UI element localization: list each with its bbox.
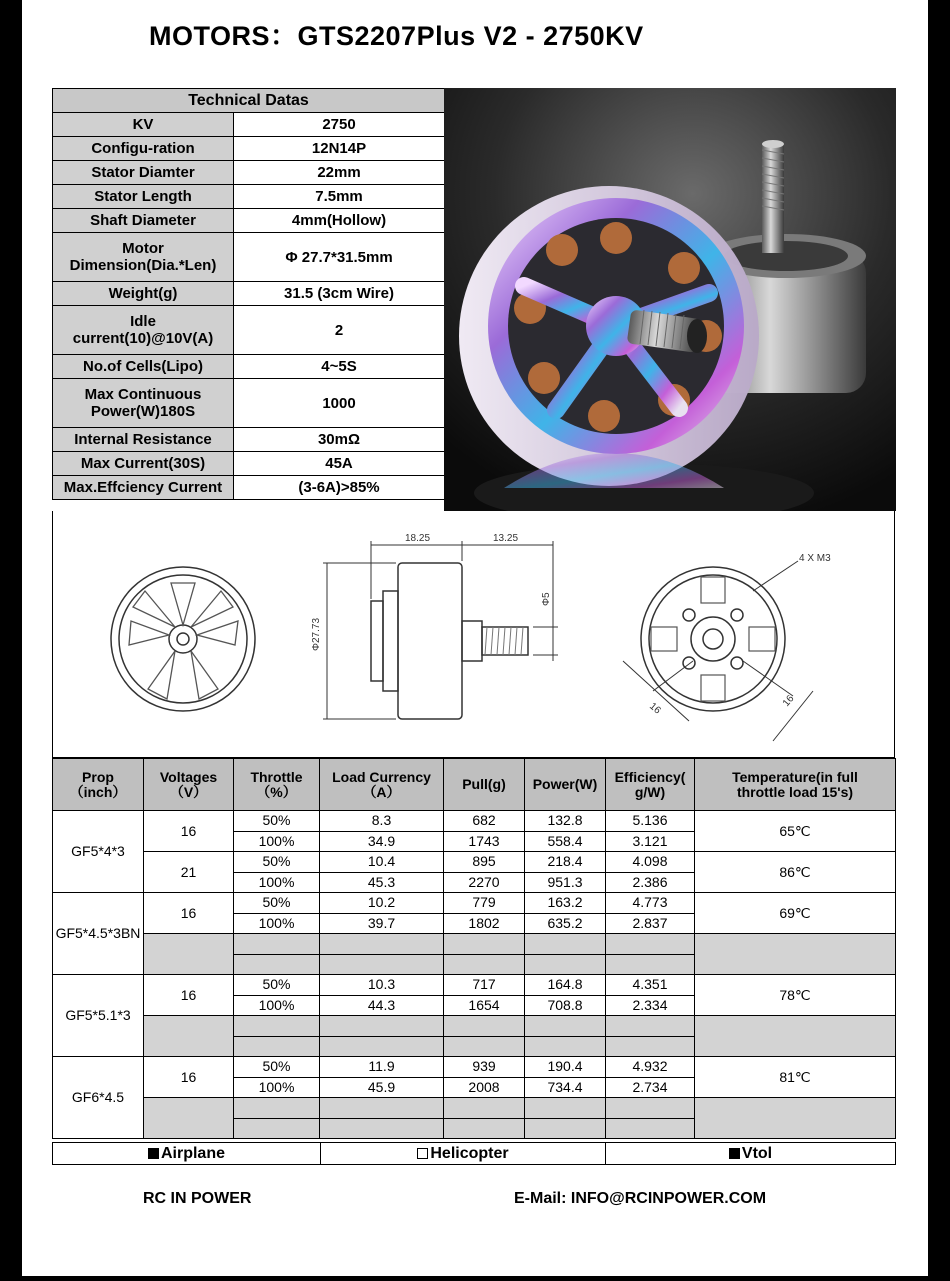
dim-holes: 4 X M3 (799, 553, 831, 564)
col-header-line: （%） (256, 783, 297, 800)
col-header-line: Throttle (250, 768, 303, 785)
legend-helicopter-label: Helicopter (430, 1144, 509, 1162)
pull-cell: 939 (444, 1057, 525, 1078)
temperature-cell: 69℃ (695, 893, 896, 934)
efficiency-cell: 4.351 (606, 975, 695, 996)
pull-cell: 2008 (444, 1077, 525, 1098)
throttle-cell (234, 954, 320, 975)
power-cell: 708.8 (525, 995, 606, 1016)
filled-square-icon (148, 1148, 159, 1159)
legend-airplane (53, 1143, 321, 1165)
spec-key-line: Idle (130, 313, 156, 330)
throttle-cell (234, 1098, 320, 1119)
throttle-cell: 100% (234, 913, 320, 934)
current-cell (320, 1036, 444, 1057)
dim-length-a: 18.25 (405, 533, 431, 544)
col-header-temperature (695, 759, 896, 811)
pull-cell: 2270 (444, 872, 525, 893)
footer-email: E-Mail: INFO@RCINPOWER.COM (514, 1190, 767, 1207)
prop-cell: GF5*4.5*3BN (53, 893, 144, 975)
pull-cell (444, 1098, 525, 1119)
efficiency-cell: 4.098 (606, 852, 695, 873)
spec-key (53, 233, 234, 282)
col-header-load-current (320, 759, 444, 811)
current-cell (320, 954, 444, 975)
efficiency-cell: 2.386 (606, 872, 695, 893)
current-cell: 11.9 (320, 1057, 444, 1078)
spec-key: Weight(g) (53, 282, 234, 306)
pull-cell: 895 (444, 852, 525, 873)
spec-value: 4~5S (234, 355, 445, 379)
col-header-power: Power(W) (525, 759, 606, 811)
voltage-cell (144, 934, 234, 975)
pull-cell (444, 1036, 525, 1057)
dim-length-b: 13.25 (493, 533, 519, 544)
temperature-cell: 78℃ (695, 975, 896, 1016)
spec-key: Stator Length (53, 185, 234, 209)
current-cell (320, 934, 444, 955)
temperature-cell: 81℃ (695, 1057, 896, 1098)
current-cell: 45.9 (320, 1077, 444, 1098)
col-header-line: （inch） (69, 783, 127, 800)
efficiency-cell (606, 934, 695, 955)
performance-table-body (53, 811, 896, 1139)
dim-diameter: Φ27.73 (311, 617, 322, 651)
spec-sheet (22, 0, 928, 1276)
table-row (53, 1098, 896, 1119)
legend-vtol (606, 1143, 896, 1165)
power-cell (525, 954, 606, 975)
col-header-efficiency (606, 759, 695, 811)
aircraft-type-legend (52, 1142, 896, 1165)
pull-cell: 717 (444, 975, 525, 996)
throttle-cell (234, 1118, 320, 1139)
pull-cell: 779 (444, 893, 525, 914)
throttle-cell: 100% (234, 872, 320, 893)
col-header-line: Voltages (159, 768, 218, 785)
col-header-line: （V） (169, 783, 208, 800)
prop-cell: GF5*4*3 (53, 811, 144, 893)
current-cell: 10.2 (320, 893, 444, 914)
spec-value: Φ 27.7*31.5mm (234, 233, 445, 282)
efficiency-cell: 2.734 (606, 1077, 695, 1098)
power-cell: 635.2 (525, 913, 606, 934)
power-cell: 132.8 (525, 811, 606, 832)
performance-table (52, 758, 896, 1139)
efficiency-cell (606, 954, 695, 975)
dimension-drawing-panel (52, 511, 895, 758)
pull-cell (444, 934, 525, 955)
dim-16-right: 16 (780, 693, 797, 709)
pull-cell: 1654 (444, 995, 525, 1016)
col-header-line: Prop (82, 768, 114, 785)
efficiency-cell: 2.334 (606, 995, 695, 1016)
pull-cell (444, 954, 525, 975)
current-cell (320, 1098, 444, 1119)
table-row (53, 811, 896, 832)
efficiency-cell (606, 1016, 695, 1037)
efficiency-cell (606, 1036, 695, 1057)
power-cell: 951.3 (525, 872, 606, 893)
pull-cell (444, 1118, 525, 1139)
col-header-line: g/W) (634, 783, 666, 800)
pull-cell: 1743 (444, 831, 525, 852)
spec-value: 7.5mm (234, 185, 445, 209)
pull-cell (444, 1016, 525, 1037)
power-cell (525, 1098, 606, 1119)
power-cell (525, 1118, 606, 1139)
voltage-cell: 16 (144, 811, 234, 852)
table-row (53, 1016, 896, 1037)
col-header-line: Efficiency( (614, 768, 686, 785)
temperature-cell (695, 1016, 896, 1057)
motor-bottom-view (641, 567, 785, 711)
spec-key-line: Dimension(Dia.*Len) (69, 257, 217, 274)
efficiency-cell: 4.932 (606, 1057, 695, 1078)
spec-value: 30mΩ (234, 428, 445, 452)
dimension-drawing (53, 511, 896, 758)
spec-value: 1000 (234, 379, 445, 428)
table-row (53, 934, 896, 955)
throttle-cell: 50% (234, 1057, 320, 1078)
spec-key (53, 379, 234, 428)
spec-value: 31.5 (3cm Wire) (234, 282, 445, 306)
efficiency-cell (606, 1118, 695, 1139)
throttle-cell (234, 1016, 320, 1037)
spec-key-line: Motor (122, 240, 164, 257)
temperature-cell (695, 934, 896, 975)
pull-cell: 682 (444, 811, 525, 832)
table-row (53, 1057, 896, 1078)
empty-square-icon (417, 1148, 428, 1159)
current-cell: 39.7 (320, 913, 444, 934)
table-row (53, 975, 896, 996)
col-header-line: Load Currency (332, 768, 431, 785)
col-header-throttle (234, 759, 320, 811)
efficiency-cell: 4.773 (606, 893, 695, 914)
legend-vtol-label: Vtol (741, 1144, 773, 1162)
prop-cell: GF5*5.1*3 (53, 975, 144, 1057)
current-cell: 45.3 (320, 872, 444, 893)
temperature-cell: 65℃ (695, 811, 896, 852)
spec-key: Shaft Diameter (53, 209, 234, 233)
efficiency-cell: 3.121 (606, 831, 695, 852)
legend-helicopter (321, 1143, 606, 1165)
prop-cell: GF6*4.5 (53, 1057, 144, 1139)
throttle-cell (234, 1036, 320, 1057)
col-header-pull: Pull(g) (444, 759, 525, 811)
spec-key: Internal Resistance (53, 428, 234, 452)
legend-airplane-label: Airplane (160, 1144, 225, 1162)
voltage-cell: 21 (144, 852, 234, 893)
power-cell: 164.8 (525, 975, 606, 996)
power-cell: 163.2 (525, 893, 606, 914)
throttle-cell: 50% (234, 975, 320, 996)
voltage-cell: 16 (144, 893, 234, 934)
spec-key: Stator Diamter (53, 161, 234, 185)
spec-key: KV (53, 113, 234, 137)
power-cell: 734.4 (525, 1077, 606, 1098)
page-title: MOTORS：GTS2207Plus V2 - 2750KV (149, 21, 644, 51)
filled-square-icon (729, 1148, 740, 1159)
throttle-cell: 50% (234, 893, 320, 914)
current-cell (320, 1118, 444, 1139)
current-cell (320, 1016, 444, 1037)
spec-key-line: current(10)@10V(A) (72, 330, 214, 347)
spec-value: 12N14P (234, 137, 445, 161)
current-cell: 10.3 (320, 975, 444, 996)
dim-shaft: Φ5 (541, 592, 552, 606)
spec-value: 2 (234, 306, 445, 355)
footer-brand: RC IN POWER (143, 1190, 252, 1207)
temperature-cell: 86℃ (695, 852, 896, 893)
efficiency-cell: 5.136 (606, 811, 695, 832)
table-row (53, 893, 896, 914)
col-header-line: throttle load 15's) (736, 783, 854, 800)
voltage-cell: 16 (144, 975, 234, 1016)
col-header-prop (53, 759, 144, 811)
power-cell: 558.4 (525, 831, 606, 852)
spec-value: (3-6A)>85% (234, 476, 445, 500)
power-cell (525, 1036, 606, 1057)
spec-key: Configu-ration (53, 137, 234, 161)
motor-product-photo (444, 88, 896, 511)
col-header-line: （A） (362, 783, 401, 800)
throttle-cell: 50% (234, 811, 320, 832)
throttle-cell: 100% (234, 831, 320, 852)
throttle-cell: 50% (234, 852, 320, 873)
spec-value: 45A (234, 452, 445, 476)
col-header-line: Temperature(in full (732, 768, 858, 785)
throttle-cell: 100% (234, 1077, 320, 1098)
spec-key: Max Current(30S) (53, 452, 234, 476)
spec-value: 4mm(Hollow) (234, 209, 445, 233)
col-header-voltage (144, 759, 234, 811)
current-cell: 8.3 (320, 811, 444, 832)
power-cell: 190.4 (525, 1057, 606, 1078)
efficiency-cell (606, 1098, 695, 1119)
voltage-cell (144, 1016, 234, 1057)
power-cell (525, 934, 606, 955)
current-cell: 10.4 (320, 852, 444, 873)
technical-data-table (52, 88, 445, 500)
efficiency-cell: 2.837 (606, 913, 695, 934)
dim-16-left: 16 (647, 700, 663, 717)
bell-top-view (111, 567, 255, 711)
spec-value: 2750 (234, 113, 445, 137)
spec-header: Technical Datas (53, 89, 445, 113)
throttle-cell: 100% (234, 995, 320, 1016)
power-cell: 218.4 (525, 852, 606, 873)
spec-key-line: Power(W)180S (90, 403, 196, 420)
motor-side-view (398, 563, 462, 719)
voltage-cell (144, 1098, 234, 1139)
spec-key-line: Max Continuous (84, 386, 202, 403)
spec-key: No.of Cells(Lipo) (53, 355, 234, 379)
voltage-cell: 16 (144, 1057, 234, 1098)
spec-key: Max.Effciency Current (53, 476, 234, 500)
power-cell (525, 1016, 606, 1037)
table-row (53, 852, 896, 873)
pull-cell: 1802 (444, 913, 525, 934)
spec-value: 22mm (234, 161, 445, 185)
spec-key (53, 306, 234, 355)
current-cell: 44.3 (320, 995, 444, 1016)
current-cell: 34.9 (320, 831, 444, 852)
throttle-cell (234, 934, 320, 955)
temperature-cell (695, 1098, 896, 1139)
